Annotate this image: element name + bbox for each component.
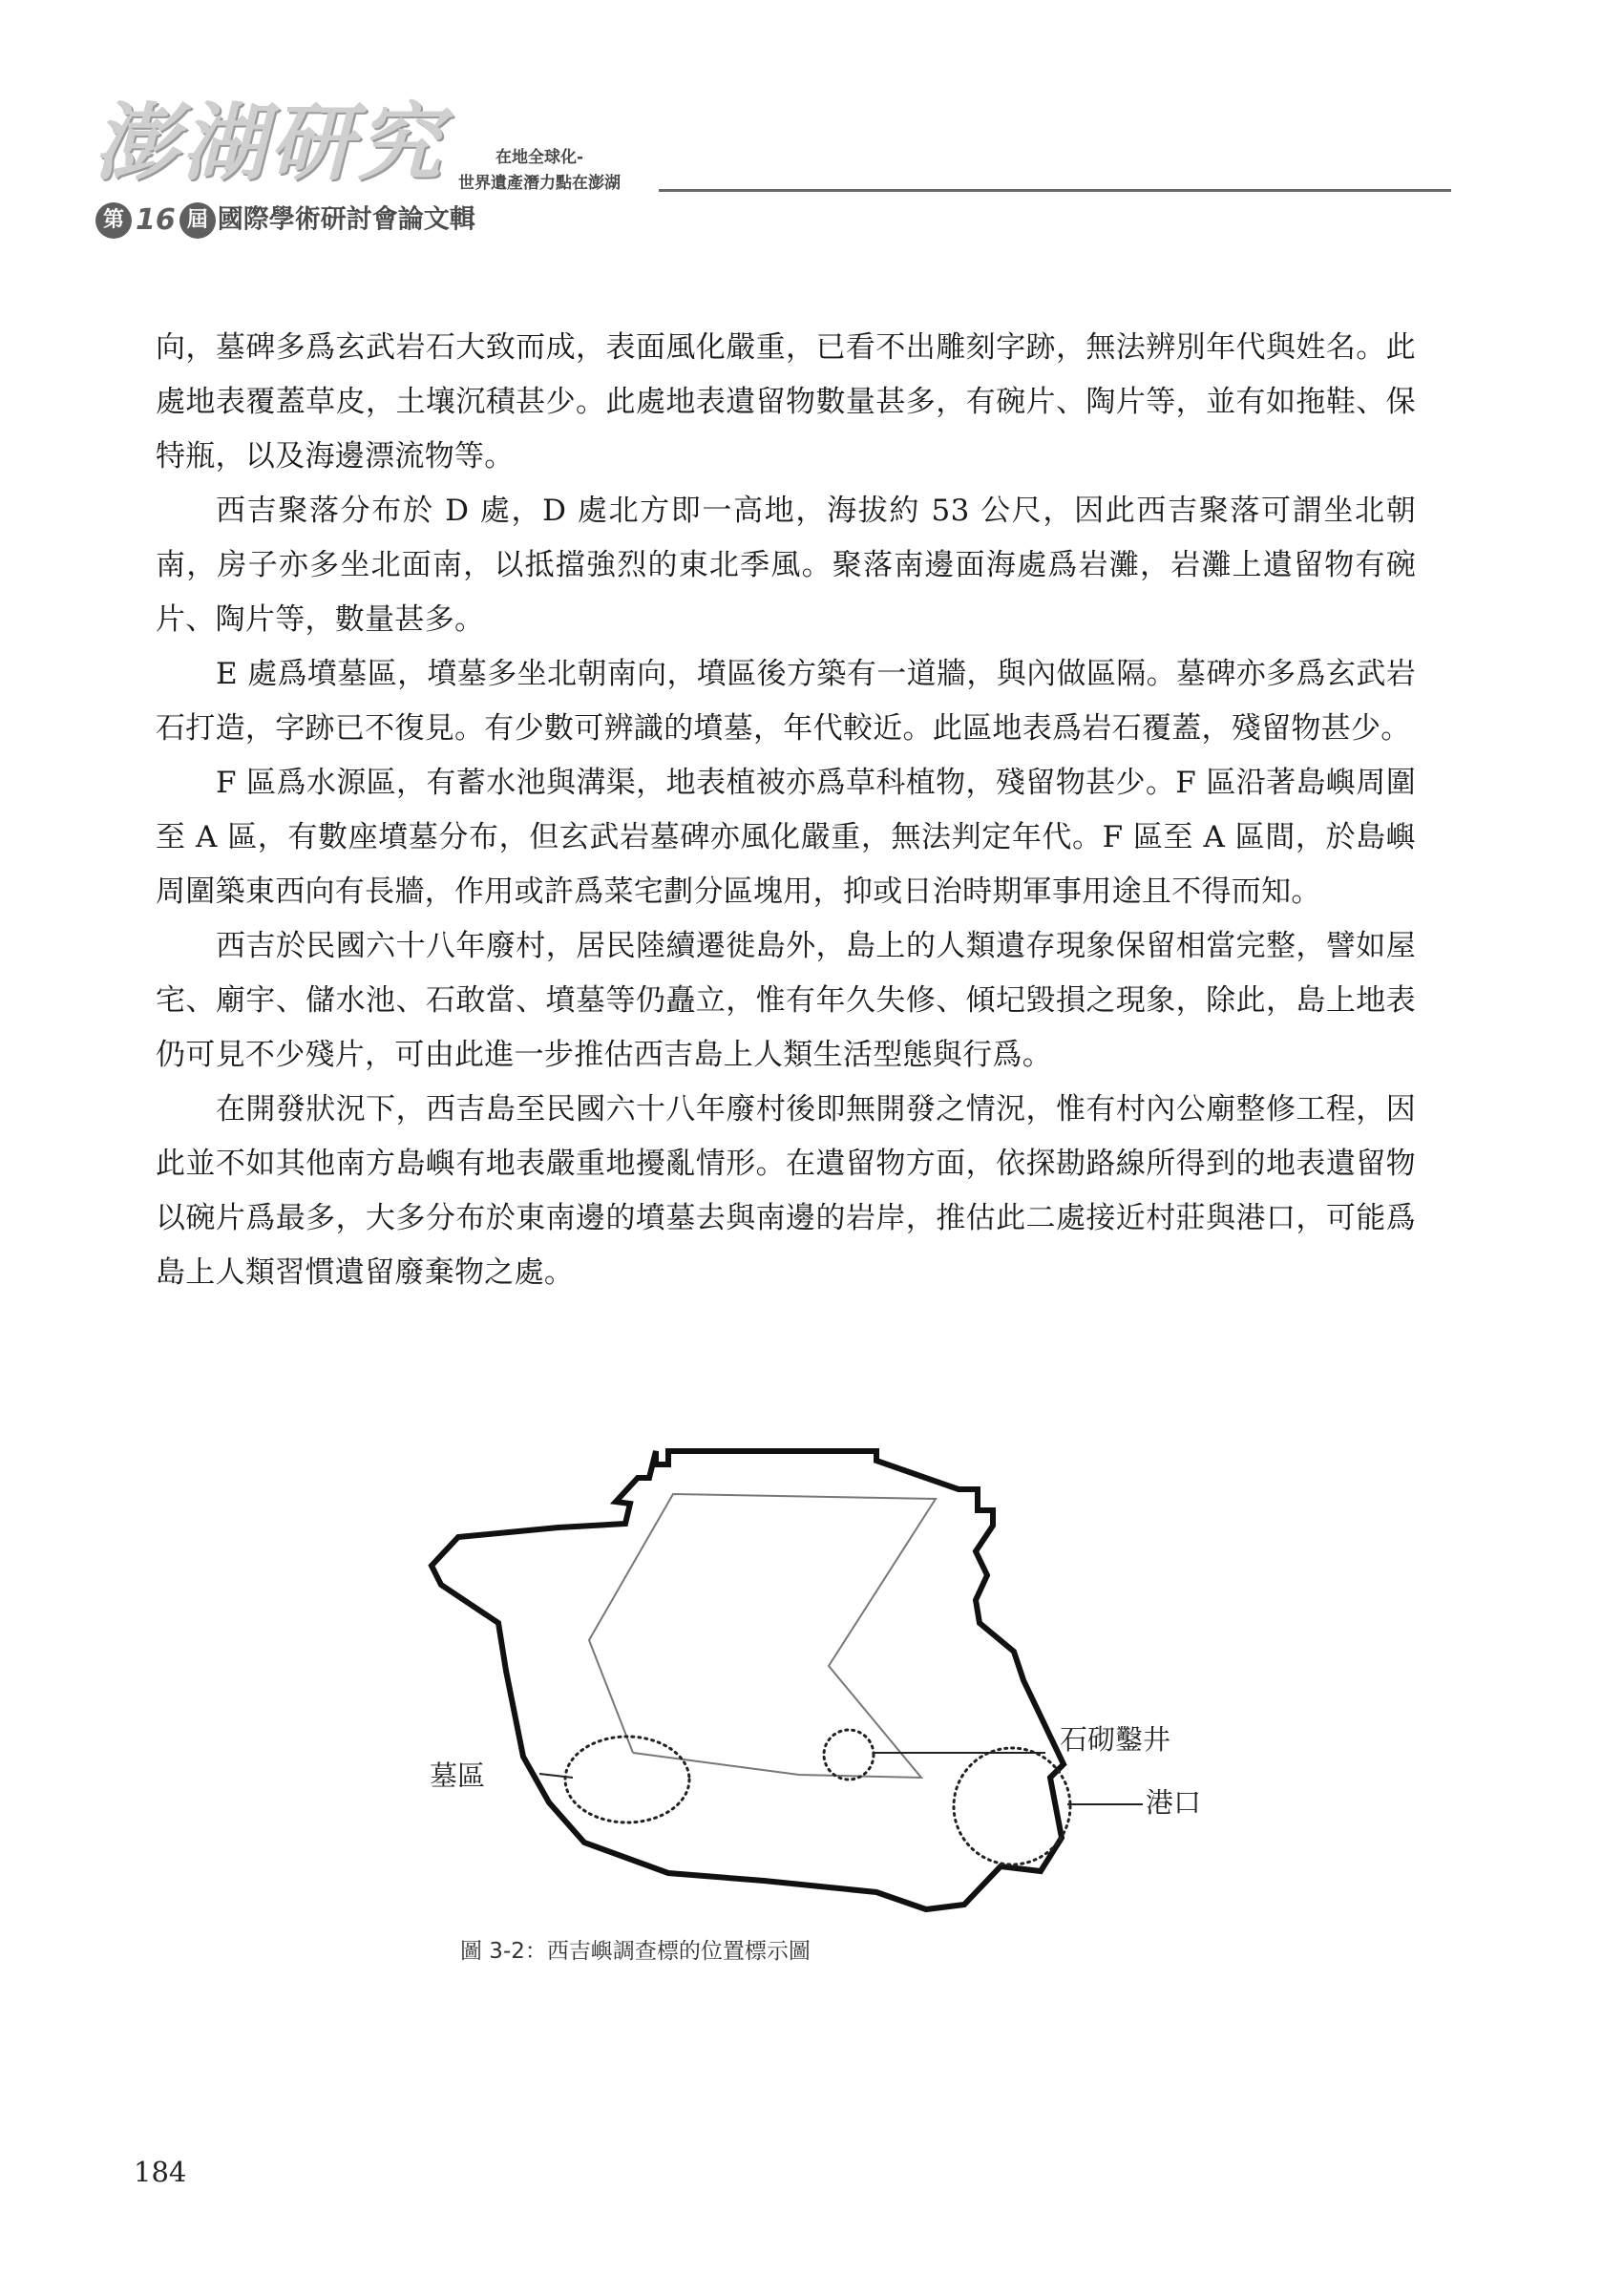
- tomb-area-label: 墓區: [430, 1759, 486, 1792]
- island-map: [411, 1437, 1202, 1933]
- running-header: [94, 95, 1459, 248]
- journal-logo: 澎湖研究: [94, 94, 446, 192]
- stone-well-circle: [824, 1730, 874, 1780]
- paragraph: F 區爲水源區，有蓄水池與溝渠，地表植被亦爲草科植物，殘留物甚少。F 區沿著島嶼周圍至 A 區，有數座墳墓分布，但玄武岩墓碑亦風化嚴重，無法判定年代。F 區至 A 區間，於島嶼周圍築東西向有長牆，作用或許爲菜宅劃分區塊用，抑或日治時期軍事用途且不得而知。: [156, 766, 1416, 909]
- figure-caption: 圖 3-2：西吉嶼調查標的位置標示圖: [460, 1939, 811, 1964]
- article-body: [156, 321, 1416, 1300]
- edition-badge-suffix: 屆: [179, 202, 216, 239]
- paragraph: 西吉聚落分布於 D 處，D 處北方即一高地，海拔約 53 公尺，因此西吉聚落可謂坐北朝南，房子亦多坐北面南，以抵擋強烈的東北季風。聚落南邊面海處爲岩灘，岩灘上遺留物有碗片、陶片等，數量甚多。: [156, 494, 1416, 637]
- edition-text: 國際學術研討會論文輯: [217, 204, 475, 235]
- paragraph: 西吉於民國六十八年廢村，居民陸續遷徙島外，島上的人類遺存現象保留相當完整，譬如屋宅、廟宇、儲水池、石敢當、墳墓等仍矗立，惟有年久失修、傾圮毀損之現象，除此，島上地表仍可見不少殘片，可由此進一步推估西吉島上人類生活型態與行爲。: [156, 929, 1416, 1072]
- island-map-figure: [411, 1437, 1202, 1933]
- island-outline: [432, 1451, 1064, 1909]
- header-subtitle: [458, 145, 621, 197]
- subtitle-line-1: 在地全球化-: [495, 148, 584, 167]
- survey-route: [589, 1494, 936, 1778]
- tomb-area-circle: [565, 1737, 689, 1822]
- subtitle-line-2: 世界遺產潛力點在澎湖: [458, 174, 621, 193]
- paragraph: 向，墓碑多爲玄武岩石大致而成，表面風化嚴重，已看不出雕刻字跡，無法辨別年代與姓名。此處地表覆蓋草皮，土壤沉積甚少。此處地表遺留物數量甚多，有碗片、陶片等，並有如拖鞋、保特瓶，以及海邊漂流物等。: [156, 330, 1416, 474]
- paragraph: 在開發狀況下，西吉島至民國六十八年廢村後即無開發之情況，惟有村內公廟整修工程，因此並不如其他南方島嶼有地表嚴重地擾亂情形。在遺留物方面，依探勘路線所得到的地表遺留物以碗片爲最多，大多分布於東南邊的墳墓去與南邊的岩岸，推估此二處接近村莊與港口，可能爲島上人類習慣遺留廢棄物之處。: [156, 1092, 1416, 1290]
- stone-well-label: 石砌鑿井: [1060, 1723, 1171, 1756]
- edition-badge-prefix: 第: [95, 202, 132, 239]
- page-number: 184: [134, 2156, 187, 2188]
- paragraph: E 處爲墳墓區，墳墓多坐北朝南向，墳區後方築有一道牆，與內做區隔。墓碑亦多爲玄武岩石打造，字跡已不復見。有少數可辨識的墳墓，年代較近。此區地表爲岩石覆蓋，殘留物甚少。: [156, 657, 1416, 746]
- harbor-label: 港口: [1146, 1786, 1202, 1819]
- header-rule: [659, 189, 1451, 192]
- tomb-leader-line: [539, 1774, 573, 1778]
- edition-title: [94, 200, 475, 240]
- edition-number: 16: [136, 202, 176, 237]
